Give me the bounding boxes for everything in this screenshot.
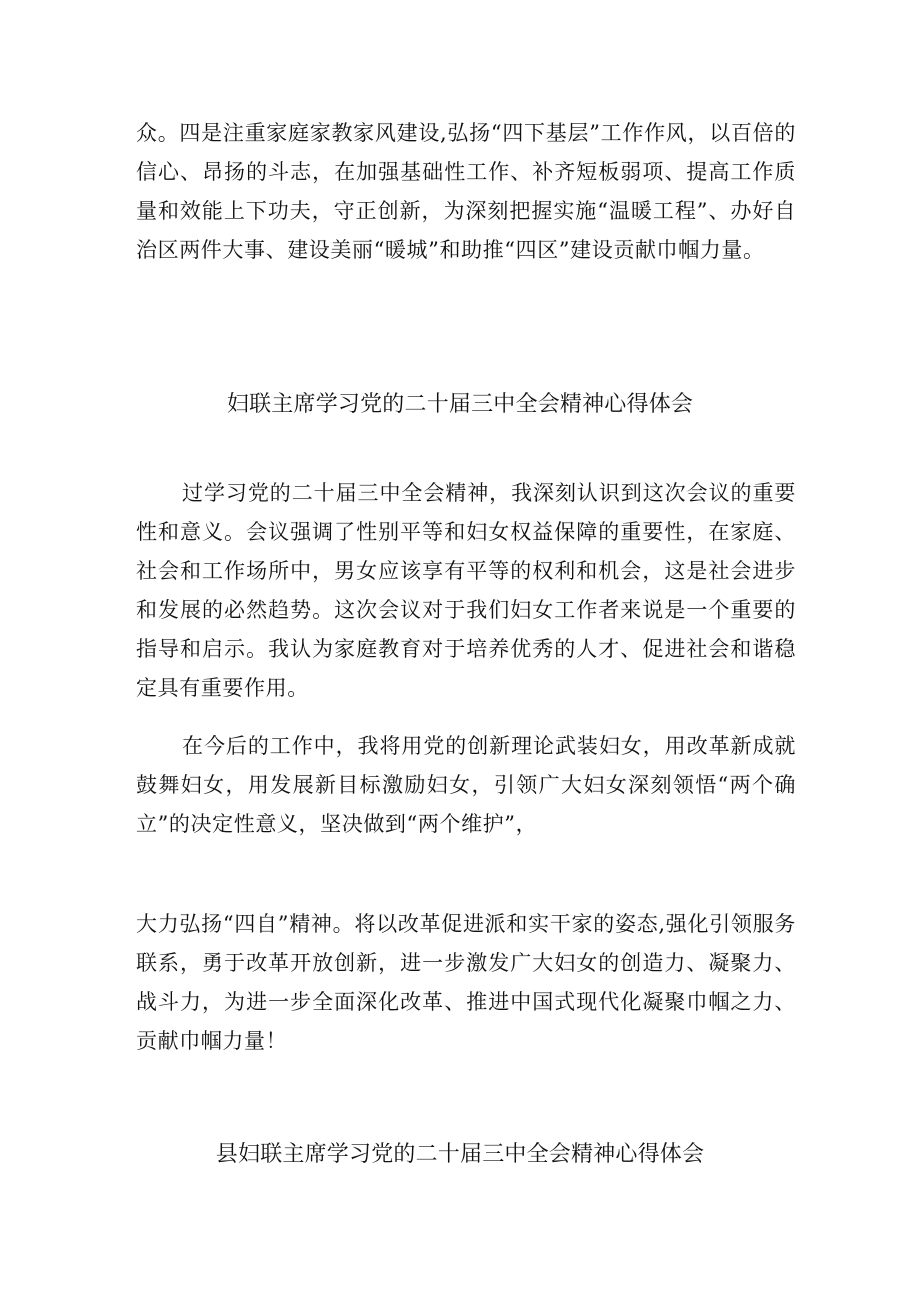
section-heading-1: 妇联主席学习党的二十届三中全会精神心得体会: [226, 392, 694, 417]
paragraph-continuation: 众。四是注重家庭家教家风建设,弘扬“四下基层”工作作风，以百倍的信心、昂扬的斗志，在加强基础性工作、补齐短板弱项、提高工作质量和效能上下功夫，守正创新，为深刻把握实施“温暖工程”、办好自治区两件大事、建设美丽“暖城”和助推“四区”建设贡献巾帼力量。: [136, 121, 796, 262]
section-heading-2: 县妇联主席学习党的二十届三中全会精神心得体会: [215, 1142, 705, 1167]
paragraph-intro: 过学习党的二十届三中全会精神，我深刻认识到这次会议的重要性和意义。会议强调了性别平等和妇女权益保障的重要性，在家庭、社会和工作场所中，男女应该享有平等的权利和机会，这是社会进步和发展的必然趋势。这次会议对于我们妇女工作者来说是一个重要的指导和启示。我认为家庭教育对于培养优秀的人才、促进社会和谐稳定具有重要作用。: [136, 481, 796, 700]
paragraph-future-work: 在今后的工作中，我将用党的创新理论武装妇女，用改革新成就鼓舞妇女，用发展新目标激励妇女，引领广大妇女深刻领悟“两个确立”的决定性意义，坚决做到“两个维护”，: [136, 734, 796, 836]
paragraph-spirit: 大力弘扬“四自”精神。将以改革促进派和实干家的姿态,强化引领服务联系，勇于改革开放创新，进一步激发广大妇女的创造力、凝聚力、战斗力，为进一步全面深化改革、推进中国式现代化凝聚巾帼之力、贡献巾帼力量！: [136, 912, 796, 1053]
